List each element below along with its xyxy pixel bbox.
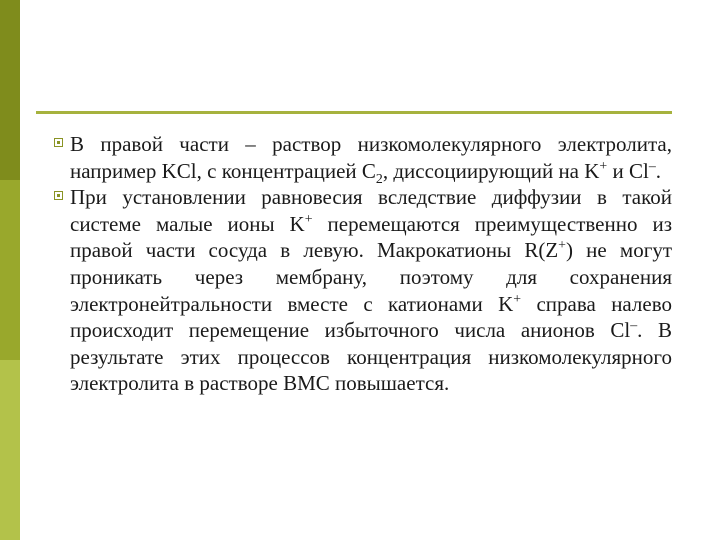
side-accent-segment-top — [0, 0, 20, 180]
bullet-text: , диссоциирующий на K — [382, 158, 600, 183]
bullet-text: При установлении равновесия вследствие диффузии в такой системе малые ионы K — [70, 185, 672, 236]
title-divider-line — [36, 111, 672, 114]
subscript-text: 2 — [375, 170, 383, 186]
bullet-item — [54, 184, 672, 397]
bullet-text: перемещаются преимущественно из правой части сосуда в левую. Макрокатионы R(Z — [70, 211, 672, 263]
bullet-text: . В результате этих процессов концентрация низкомолекулярного электролита в растворе ВМС повышается. — [70, 318, 672, 396]
superscript-text: + — [304, 210, 313, 226]
superscript-text: + — [599, 157, 608, 173]
bullet-text: справа налево происходит перемещение избыточного числа анионов Cl — [70, 291, 673, 343]
superscript-text: + — [513, 290, 522, 306]
side-accent-segment-middle — [0, 180, 20, 360]
bullet-text: . — [655, 158, 662, 183]
bullet-text: и Cl — [607, 158, 649, 183]
slide-body — [54, 131, 672, 397]
bullet-text: ) не могут проникать через мембрану, поэтому для сохранения электронейтральности вместе с катионами K — [70, 238, 672, 316]
square-bullet-icon — [54, 138, 63, 147]
superscript-text: + — [558, 237, 566, 253]
bullet-item — [54, 131, 672, 184]
side-accent-bar — [0, 0, 20, 540]
square-bullet-icon — [54, 191, 63, 200]
superscript-text: – — [630, 317, 638, 333]
superscript-text: – — [648, 157, 656, 173]
bullet-text: В правой части – раствор низкомолекулярного электролита, например KCl, с концентрацией C — [70, 132, 672, 183]
side-accent-segment-bottom — [0, 360, 20, 540]
